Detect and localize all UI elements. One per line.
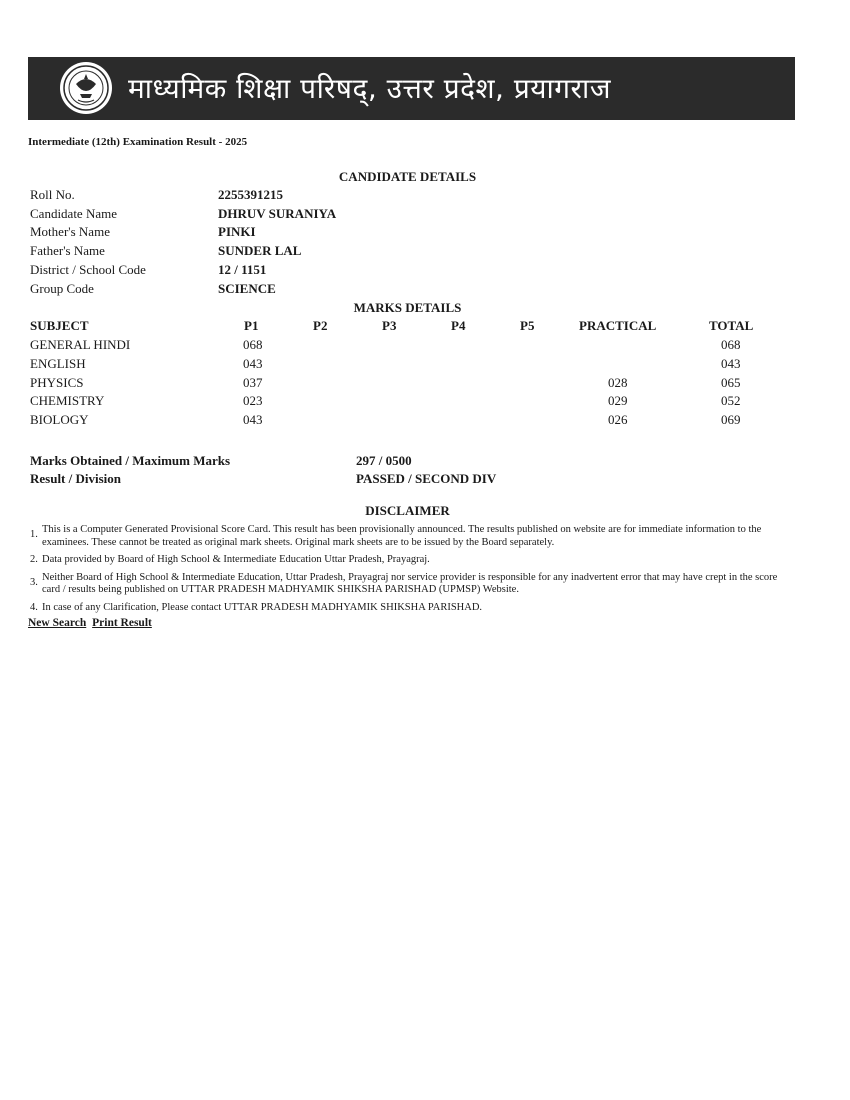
subject-cell: ENGLISH bbox=[30, 356, 86, 371]
group-code-value: SCIENCE bbox=[218, 281, 276, 296]
exam-title: Intermediate (12th) Examination Result - 2025 bbox=[28, 136, 248, 148]
district-code-value: 12 / 1151 bbox=[218, 262, 267, 277]
total-cell: 068 bbox=[721, 337, 741, 352]
candidate-name-value: DHRUV SURANIYA bbox=[218, 206, 337, 221]
practical-cell: 028 bbox=[608, 375, 628, 390]
disclaimer-heading: DISCLAIMER bbox=[365, 503, 450, 518]
column-header-p2: P2 bbox=[313, 318, 328, 333]
total-cell: 043 bbox=[721, 356, 741, 371]
table-row bbox=[0, 412, 850, 430]
p1-cell: 037 bbox=[243, 375, 263, 390]
result-division-label: Result / Division bbox=[30, 471, 122, 486]
disclaimer-item: 1. This is a Computer Generated Provisional Score Card. This result has been provisionally announced. The results published on website are for immediate information to the examinees. These cannot be treated as original mark sheets. Original mark sheets are to be issued by the Board separately. bbox=[30, 524, 762, 548]
column-header-p5: P5 bbox=[520, 318, 535, 333]
disclaimer-item: 2. Data provided by Board of High School & Intermediate Education Uttar Pradesh, Prayagraj. bbox=[30, 554, 430, 565]
result-actions bbox=[28, 617, 155, 629]
p1-cell: 023 bbox=[243, 393, 263, 408]
mother-name-label: Mother's Name bbox=[30, 224, 110, 239]
column-header-p4: P4 bbox=[451, 318, 466, 333]
practical-cell: 026 bbox=[608, 412, 628, 427]
roll-no-value: 2255391215 bbox=[218, 187, 283, 202]
mother-name-value: PINKI bbox=[218, 224, 256, 239]
p1-cell: 068 bbox=[243, 337, 263, 352]
marks-obtained-label: Marks Obtained / Maximum Marks bbox=[30, 453, 231, 468]
header-banner bbox=[28, 57, 795, 120]
total-cell: 052 bbox=[721, 393, 741, 408]
table-row bbox=[0, 393, 850, 411]
father-name-value: SUNDER LAL bbox=[218, 243, 302, 258]
total-cell: 069 bbox=[721, 412, 741, 427]
practical-cell: 029 bbox=[608, 393, 628, 408]
subject-cell: PHYSICS bbox=[30, 375, 84, 390]
father-name-label: Father's Name bbox=[30, 243, 105, 258]
board-title: माध्यमिक शिक्षा परिषद्, उत्तर प्रदेश, प्रयागराज bbox=[128, 72, 612, 105]
table-row bbox=[0, 375, 850, 393]
disclaimer-item: 3. Neither Board of High School & Intermediate Education, Uttar Pradesh, Prayagraj nor service provider is responsible for any inadvertent error that may have crept in the score card / results being published on UTTAR PRADESH MADHYAMIK SHIKSHA PARISHAD (UPMSP) Website. bbox=[30, 571, 778, 595]
subject-cell: GENERAL HINDI bbox=[30, 337, 131, 352]
column-header-practical: PRACTICAL bbox=[579, 318, 657, 333]
disclaimer-item: 4. In case of any Clarification, Please contact UTTAR PRADESH MADHYAMIK SHIKSHA PARISHAD. bbox=[30, 601, 483, 613]
candidate-name-label: Candidate Name bbox=[30, 206, 117, 221]
total-cell: 065 bbox=[721, 375, 741, 390]
column-header-subject: SUBJECT bbox=[30, 318, 89, 333]
column-header-p1: P1 bbox=[244, 318, 259, 333]
column-header-p3: P3 bbox=[382, 318, 397, 333]
group-code-label: Group Code bbox=[30, 281, 94, 296]
up-state-emblem-icon bbox=[58, 60, 114, 116]
table-row bbox=[0, 337, 850, 355]
candidate-details-heading: CANDIDATE DETAILS bbox=[338, 169, 477, 184]
p1-cell: 043 bbox=[243, 356, 263, 371]
new-search-link[interactable]: New Search bbox=[28, 617, 87, 629]
district-code-label: District / School Code bbox=[30, 262, 146, 277]
disclaimer-list bbox=[30, 524, 790, 619]
p1-cell: 043 bbox=[243, 412, 263, 427]
subject-cell: BIOLOGY bbox=[30, 412, 89, 427]
marks-obtained-value: 297 / 0500 bbox=[356, 453, 412, 468]
print-result-link[interactable]: Print Result bbox=[92, 617, 152, 629]
table-row bbox=[0, 356, 850, 374]
marks-details-heading: MARKS DETAILS bbox=[353, 300, 462, 315]
result-division-value: PASSED / SECOND DIV bbox=[356, 471, 497, 486]
subject-cell: CHEMISTRY bbox=[30, 393, 105, 408]
column-header-total: TOTAL bbox=[709, 318, 754, 333]
roll-no-label: Roll No. bbox=[30, 187, 75, 202]
